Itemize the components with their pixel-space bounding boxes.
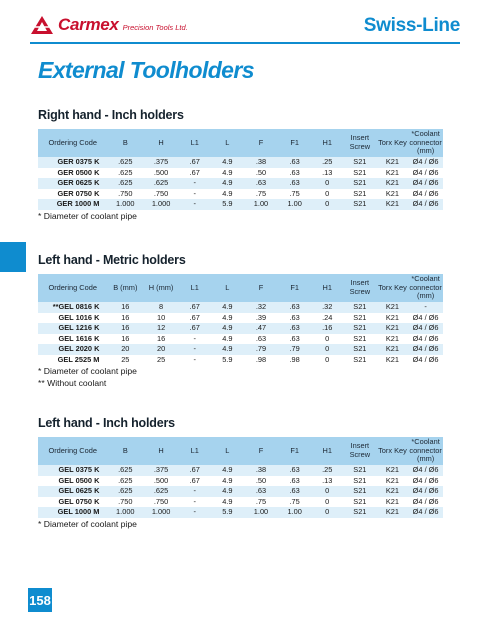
table-cell: .750 bbox=[143, 497, 179, 508]
table-cell: 0 bbox=[311, 178, 343, 189]
section-title: Right hand - Inch holders bbox=[38, 108, 184, 122]
table-row bbox=[38, 497, 443, 508]
table-cell: K21 bbox=[377, 189, 409, 200]
table-cell: K21 bbox=[377, 486, 409, 497]
table-cell: S21 bbox=[343, 168, 377, 179]
column-header: F bbox=[244, 129, 278, 157]
table-cell: 16 bbox=[143, 334, 179, 345]
column-header: Torx Key bbox=[377, 129, 409, 157]
table-row bbox=[38, 476, 443, 487]
table-cell: - bbox=[179, 199, 211, 210]
table-cell: 1.000 bbox=[143, 507, 179, 518]
page-title: External Toolholders bbox=[38, 57, 254, 83]
column-header: Torx Key bbox=[377, 437, 409, 465]
table-cell: Ø4 / Ø6 bbox=[408, 334, 443, 345]
table-cell: - bbox=[179, 189, 211, 200]
table-cell: Ø4 / Ø6 bbox=[408, 157, 443, 168]
brand-name: Carmex bbox=[58, 15, 119, 34]
section-left-hand-inch bbox=[38, 416, 443, 530]
table-cell: Ø4 / Ø6 bbox=[408, 497, 443, 508]
table-cell: 16 bbox=[107, 323, 143, 334]
table-cell: .63 bbox=[278, 157, 312, 168]
table-cell: .13 bbox=[311, 476, 343, 487]
table-cell: 20 bbox=[143, 344, 179, 355]
ordering-code-cell: GEL 0375 K bbox=[38, 465, 107, 476]
table-cell: 12 bbox=[143, 323, 179, 334]
section-notes bbox=[38, 211, 443, 222]
table-cell: 4.9 bbox=[211, 313, 245, 324]
table-cell: .63 bbox=[278, 302, 312, 313]
holders-table bbox=[38, 129, 443, 210]
table-cell: S21 bbox=[343, 344, 377, 355]
table-cell: 4.9 bbox=[211, 323, 245, 334]
section-notes bbox=[38, 366, 443, 389]
table-cell: Ø4 / Ø6 bbox=[408, 313, 443, 324]
table-row bbox=[38, 178, 443, 189]
column-header: Insert Screw bbox=[343, 437, 377, 465]
table-cell: S21 bbox=[343, 178, 377, 189]
footnote: * Diameter of coolant pipe bbox=[38, 366, 137, 376]
table-cell: 4.9 bbox=[211, 334, 245, 345]
table-cell: .63 bbox=[278, 334, 312, 345]
ordering-code-cell: GER 0750 K bbox=[38, 189, 107, 200]
table-cell: 1.00 bbox=[278, 199, 312, 210]
table-cell: 20 bbox=[107, 344, 143, 355]
table-cell: 0 bbox=[311, 486, 343, 497]
table-cell: K21 bbox=[377, 476, 409, 487]
table-cell: .75 bbox=[278, 497, 312, 508]
table-cell: .625 bbox=[107, 476, 143, 487]
table-cell: 0 bbox=[311, 334, 343, 345]
table-cell: .75 bbox=[244, 189, 278, 200]
table-cell: S21 bbox=[343, 507, 377, 518]
table-cell: K21 bbox=[377, 334, 409, 345]
table-cell: 4.9 bbox=[211, 302, 245, 313]
section-notes bbox=[38, 519, 443, 530]
column-header: Insert Screw bbox=[343, 129, 377, 157]
column-header: Ordering Code bbox=[38, 129, 107, 157]
table-cell: 1.000 bbox=[143, 199, 179, 210]
table-cell: .79 bbox=[278, 344, 312, 355]
table-cell: Ø4 / Ø6 bbox=[408, 323, 443, 334]
table-cell: .375 bbox=[143, 465, 179, 476]
table-cell: 5.9 bbox=[211, 355, 245, 366]
table-cell: 25 bbox=[107, 355, 143, 366]
table-cell: 4.9 bbox=[211, 476, 245, 487]
table-cell: 4.9 bbox=[211, 465, 245, 476]
table-cell: - bbox=[179, 334, 211, 345]
table-cell: S21 bbox=[343, 189, 377, 200]
table-row bbox=[38, 486, 443, 497]
table-cell: 4.9 bbox=[211, 168, 245, 179]
ordering-code-cell: GEL 0625 K bbox=[38, 486, 107, 497]
ordering-code-cell: GEL 1016 K bbox=[38, 313, 107, 324]
table-cell: Ø4 / Ø6 bbox=[408, 355, 443, 366]
section-right-hand-inch bbox=[38, 108, 443, 222]
ordering-code-cell: GER 1000 M bbox=[38, 199, 107, 210]
table-cell: .625 bbox=[107, 465, 143, 476]
table-cell: S21 bbox=[343, 302, 377, 313]
table-cell: K21 bbox=[377, 344, 409, 355]
table-cell: .750 bbox=[107, 189, 143, 200]
table-cell: 4.9 bbox=[211, 178, 245, 189]
table-row bbox=[38, 334, 443, 345]
table-cell: 5.9 bbox=[211, 507, 245, 518]
table-cell: .750 bbox=[107, 497, 143, 508]
table-header-row bbox=[38, 274, 443, 302]
ordering-code-cell: GEL 0750 K bbox=[38, 497, 107, 508]
table-cell: .25 bbox=[311, 157, 343, 168]
table-cell: - bbox=[179, 178, 211, 189]
table-row bbox=[38, 199, 443, 210]
column-header: H bbox=[143, 129, 179, 157]
table-cell: .625 bbox=[143, 178, 179, 189]
table-cell: 4.9 bbox=[211, 486, 245, 497]
column-header: L bbox=[211, 437, 245, 465]
table-cell: 5.9 bbox=[211, 199, 245, 210]
column-header: L1 bbox=[179, 129, 211, 157]
column-header: L bbox=[211, 129, 245, 157]
ordering-code-cell: GEL 1216 K bbox=[38, 323, 107, 334]
table-cell: 25 bbox=[143, 355, 179, 366]
brand-logo bbox=[30, 14, 188, 36]
column-header: Ordering Code bbox=[38, 437, 107, 465]
table-cell: 16 bbox=[107, 334, 143, 345]
table-cell: .500 bbox=[143, 476, 179, 487]
table-cell: .625 bbox=[107, 168, 143, 179]
table-cell: K21 bbox=[377, 199, 409, 210]
table-cell: .67 bbox=[179, 323, 211, 334]
column-header: Insert Screw bbox=[343, 274, 377, 302]
table-cell: .67 bbox=[179, 313, 211, 324]
table-cell: K21 bbox=[377, 323, 409, 334]
column-header: Torx Key bbox=[377, 274, 409, 302]
table-cell: - bbox=[179, 497, 211, 508]
table-cell: 16 bbox=[107, 302, 143, 313]
column-header: *Coolant connector (mm) bbox=[409, 129, 442, 156]
column-header: H1 bbox=[311, 129, 343, 157]
footnote: ** Without coolant bbox=[38, 378, 107, 388]
table-cell: Ø4 / Ø6 bbox=[408, 486, 443, 497]
table-cell: 4.9 bbox=[211, 157, 245, 168]
table-cell: 1.000 bbox=[107, 199, 143, 210]
table-cell: 16 bbox=[107, 313, 143, 324]
ordering-code-cell: GEL 0500 K bbox=[38, 476, 107, 487]
table-cell: .63 bbox=[278, 465, 312, 476]
footnote: * Diameter of coolant pipe bbox=[38, 518, 137, 529]
table-cell: .63 bbox=[278, 178, 312, 189]
table-cell: K21 bbox=[377, 507, 409, 518]
table-cell: 1.00 bbox=[278, 507, 312, 518]
table-cell: 0 bbox=[311, 507, 343, 518]
table-cell: S21 bbox=[343, 486, 377, 497]
ordering-code-cell: GEL 1616 K bbox=[38, 334, 107, 345]
side-tab-marker bbox=[0, 242, 26, 272]
section-title: Left hand - Metric holders bbox=[38, 253, 186, 267]
column-header: H (mm) bbox=[143, 274, 179, 302]
table-cell: K21 bbox=[377, 355, 409, 366]
table-row bbox=[38, 157, 443, 168]
table-cell: Ø4 / Ø6 bbox=[408, 189, 443, 200]
table-cell: .625 bbox=[107, 486, 143, 497]
table-cell: S21 bbox=[343, 313, 377, 324]
column-header: B bbox=[107, 129, 143, 157]
table-cell: Ø4 / Ø6 bbox=[408, 476, 443, 487]
table-cell: .13 bbox=[311, 168, 343, 179]
table-cell: - bbox=[179, 355, 211, 366]
column-header: F1 bbox=[278, 129, 312, 157]
ordering-code-cell: **GEL 0816 K bbox=[38, 302, 107, 313]
table-cell: K21 bbox=[377, 178, 409, 189]
table-cell: 4.9 bbox=[211, 497, 245, 508]
holders-table bbox=[38, 437, 443, 518]
table-cell: 0 bbox=[311, 199, 343, 210]
product-line-title: Swiss-Line bbox=[363, 15, 460, 36]
table-cell: K21 bbox=[377, 302, 409, 313]
table-cell: 0 bbox=[311, 355, 343, 366]
brand-tagline: Precision Tools Ltd. bbox=[122, 23, 188, 32]
table-cell: Ø4 / Ø6 bbox=[408, 507, 443, 518]
table-row bbox=[38, 302, 443, 313]
table-cell: .500 bbox=[143, 168, 179, 179]
column-header: F1 bbox=[278, 437, 312, 465]
table-cell: - bbox=[408, 302, 443, 313]
table-cell: .63 bbox=[244, 334, 278, 345]
table-header-row bbox=[38, 129, 443, 157]
table-cell: .25 bbox=[311, 465, 343, 476]
table-cell: .79 bbox=[244, 344, 278, 355]
table-cell: K21 bbox=[377, 465, 409, 476]
column-header: B bbox=[107, 437, 143, 465]
section-title: Left hand - Inch holders bbox=[38, 416, 175, 430]
table-cell: 0 bbox=[311, 189, 343, 200]
ordering-code-cell: GER 0375 K bbox=[38, 157, 107, 168]
table-cell: S21 bbox=[343, 334, 377, 345]
table-cell: - bbox=[179, 486, 211, 497]
table-row bbox=[38, 313, 443, 324]
table-cell: S21 bbox=[343, 465, 377, 476]
table-cell: .98 bbox=[244, 355, 278, 366]
table-header-row bbox=[38, 437, 443, 465]
column-header: H1 bbox=[311, 437, 343, 465]
table-cell: S21 bbox=[343, 157, 377, 168]
table-cell: S21 bbox=[343, 355, 377, 366]
table-cell: Ø4 / Ø6 bbox=[408, 199, 443, 210]
table-cell: 4.9 bbox=[211, 189, 245, 200]
column-header: *Coolant connector (mm) bbox=[409, 274, 442, 301]
table-cell: K21 bbox=[377, 157, 409, 168]
table-cell: .375 bbox=[143, 157, 179, 168]
table-cell: S21 bbox=[343, 497, 377, 508]
table-cell: .625 bbox=[107, 178, 143, 189]
column-header: *Coolant connector (mm) bbox=[409, 437, 442, 464]
table-cell: .50 bbox=[244, 476, 278, 487]
table-cell: 4.9 bbox=[211, 344, 245, 355]
table-cell: .67 bbox=[179, 302, 211, 313]
table-cell: .67 bbox=[179, 465, 211, 476]
section-left-hand-metric bbox=[38, 253, 443, 389]
column-header: H1 bbox=[311, 274, 343, 302]
table-cell: K21 bbox=[377, 313, 409, 324]
column-header: L1 bbox=[179, 437, 211, 465]
table-cell: .625 bbox=[107, 157, 143, 168]
column-header: L bbox=[211, 274, 245, 302]
table-cell: .63 bbox=[244, 486, 278, 497]
column-header: Ordering Code bbox=[38, 274, 107, 302]
table-row bbox=[38, 189, 443, 200]
table-cell: .63 bbox=[278, 168, 312, 179]
holders-table bbox=[38, 274, 443, 365]
table-cell: .63 bbox=[278, 486, 312, 497]
table-cell: .625 bbox=[143, 486, 179, 497]
carmex-logo-icon bbox=[30, 15, 54, 35]
table-cell: .63 bbox=[278, 476, 312, 487]
column-header: L1 bbox=[179, 274, 211, 302]
column-header: B (mm) bbox=[107, 274, 143, 302]
table-cell: 1.00 bbox=[244, 507, 278, 518]
table-cell: .16 bbox=[311, 323, 343, 334]
table-row bbox=[38, 465, 443, 476]
ordering-code-cell: GEL 1000 M bbox=[38, 507, 107, 518]
table-row bbox=[38, 507, 443, 518]
table-cell: 0 bbox=[311, 344, 343, 355]
table-cell: 1.000 bbox=[107, 507, 143, 518]
table-cell: - bbox=[179, 344, 211, 355]
table-cell: 10 bbox=[143, 313, 179, 324]
table-cell: .98 bbox=[278, 355, 312, 366]
column-header: F bbox=[244, 437, 278, 465]
table-cell: .75 bbox=[278, 189, 312, 200]
table-cell: .67 bbox=[179, 476, 211, 487]
table-cell: .750 bbox=[143, 189, 179, 200]
ordering-code-cell: GEL 2020 K bbox=[38, 344, 107, 355]
table-cell: .38 bbox=[244, 157, 278, 168]
table-cell: S21 bbox=[343, 323, 377, 334]
table-cell: 1.00 bbox=[244, 199, 278, 210]
table-cell: - bbox=[179, 507, 211, 518]
table-cell: Ø4 / Ø6 bbox=[408, 465, 443, 476]
table-cell: .47 bbox=[244, 323, 278, 334]
table-row bbox=[38, 355, 443, 366]
table-cell: .50 bbox=[244, 168, 278, 179]
table-cell: K21 bbox=[377, 168, 409, 179]
table-cell: .67 bbox=[179, 157, 211, 168]
table-cell: .38 bbox=[244, 465, 278, 476]
table-cell: .63 bbox=[278, 323, 312, 334]
table-cell: .63 bbox=[244, 178, 278, 189]
table-cell: .75 bbox=[244, 497, 278, 508]
table-cell: Ø4 / Ø6 bbox=[408, 178, 443, 189]
table-cell: Ø4 / Ø6 bbox=[408, 344, 443, 355]
ordering-code-cell: GEL 2525 M bbox=[38, 355, 107, 366]
table-row bbox=[38, 344, 443, 355]
table-cell: K21 bbox=[377, 497, 409, 508]
table-cell: 8 bbox=[143, 302, 179, 313]
table-row bbox=[38, 168, 443, 179]
table-cell: .32 bbox=[311, 302, 343, 313]
table-cell: Ø4 / Ø6 bbox=[408, 168, 443, 179]
page-number: 158 bbox=[28, 588, 52, 612]
column-header: F bbox=[244, 274, 278, 302]
table-cell: .24 bbox=[311, 313, 343, 324]
table-cell: S21 bbox=[343, 476, 377, 487]
table-cell: .63 bbox=[278, 313, 312, 324]
table-row bbox=[38, 323, 443, 334]
footnote: * Diameter of coolant pipe bbox=[38, 210, 137, 221]
table-cell: .39 bbox=[244, 313, 278, 324]
ordering-code-cell: GER 0500 K bbox=[38, 168, 107, 179]
column-header: F1 bbox=[278, 274, 312, 302]
column-header: H bbox=[143, 437, 179, 465]
table-cell: S21 bbox=[343, 199, 377, 210]
header-divider bbox=[30, 42, 460, 44]
table-cell: 0 bbox=[311, 497, 343, 508]
table-cell: .32 bbox=[244, 302, 278, 313]
table-cell: .67 bbox=[179, 168, 211, 179]
ordering-code-cell: GER 0625 K bbox=[38, 178, 107, 189]
